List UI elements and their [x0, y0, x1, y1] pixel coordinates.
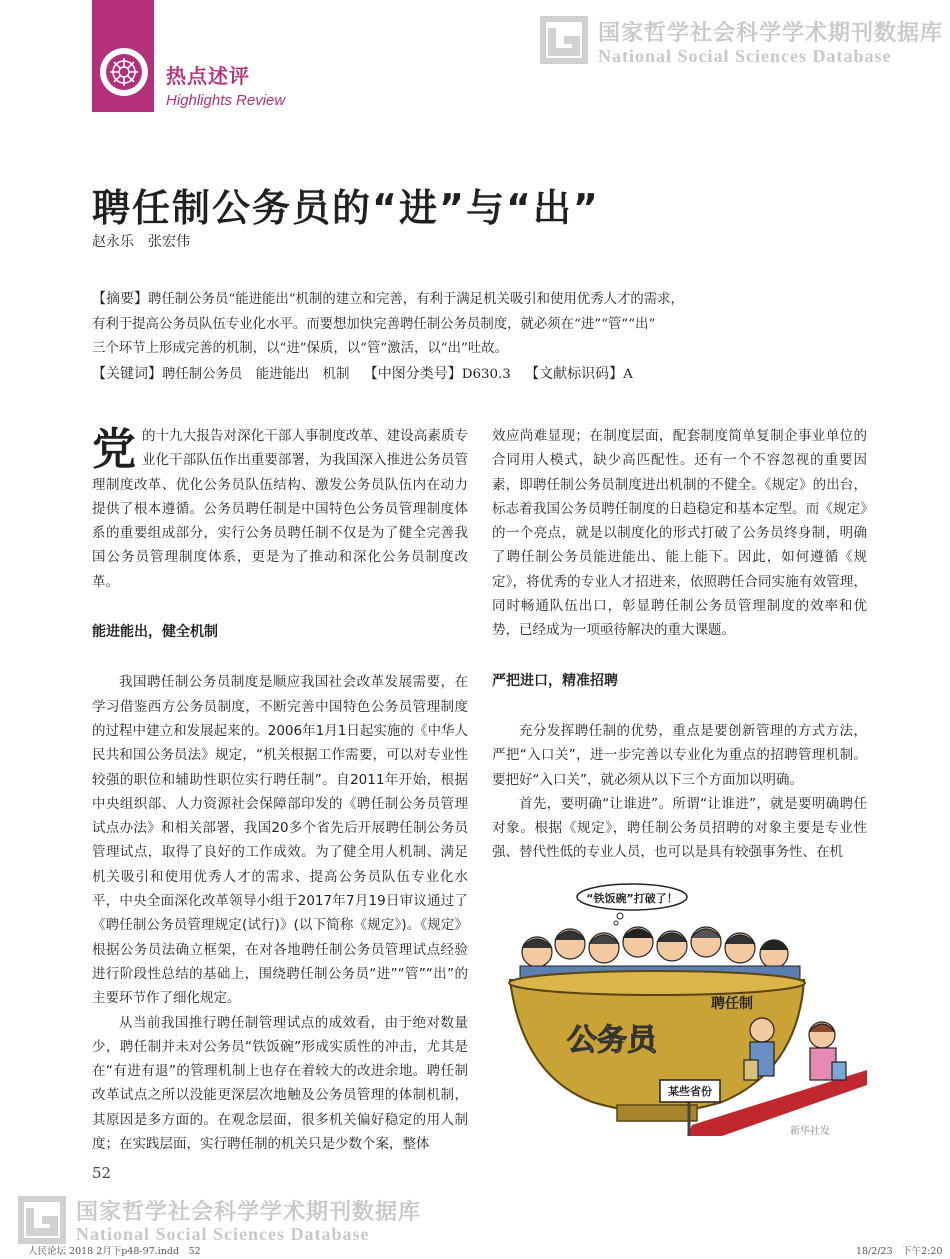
- class-number: D630.3: [461, 366, 511, 382]
- section-heading: 严把进口，精准招聘: [492, 672, 618, 689]
- paragraph: 效应尚难显现；在制度层面，配套制度简单复制企事业单位的合同用人模式，缺少高匹配性。还有一个不容忽视的重要因素，即聘任制公务员制度进出机制的不健全。《规定》的出台，标志着我国公务员聘任制度的日趋稳定和基本定型。而《规定》的一个亮点，就是以制度化的形式打破了公务员终身制，明确了聘任制公务员能进能出、能上能下。因此，如何遵循《规定》，将优秀的专业人才招进来，依照聘任合同实施有效管理，同时畅通队伍出口，彰显聘任制公务员管理制度的效率和优势，已经成为一项亟待解决的重大课题。: [492, 428, 867, 639]
- section-title-en: Highlights Review: [166, 92, 286, 109]
- print-footer-left: 人民论坛 2018 2月下p48-97.indd 52: [28, 1246, 201, 1257]
- print-footer-right: 18/2/23 下午2:20: [856, 1246, 943, 1257]
- article-authors: 赵永乐 张宏伟: [92, 234, 190, 250]
- database-logo-icon: [18, 1196, 66, 1244]
- paragraph: 首先，要明确“让谁进”。所谓“让谁进”，就是要明确聘任对象。根据《规定》，聘任制公务员招聘的对象主要是专业性强、替代性低的专业人员，也可以是具有较强事务性、在机: [492, 795, 867, 861]
- bowl-label: 公务员: [567, 1023, 657, 1058]
- section-heading: 能进能出，健全机制: [92, 624, 218, 641]
- keywords: 聘任制公务员 能进能出 机制: [162, 366, 350, 382]
- watermark-en: National Social Sciences Database: [598, 46, 892, 66]
- abstract-line: 三个环节上形成完善的机制，以“进”保质，以“管”激活，以“出”吐故。: [92, 341, 509, 356]
- doc-code: A: [623, 366, 633, 382]
- watermark-en: National Social Sciences Database: [76, 1224, 370, 1244]
- page-number: 52: [92, 1164, 112, 1182]
- watermark-cn: 国家哲学社会科学学术期刊数据库: [76, 1200, 422, 1225]
- cartoon-illustration: [492, 880, 867, 1136]
- database-logo-icon: [540, 16, 588, 64]
- image-credit: 新华社发: [790, 1126, 830, 1136]
- keywords-tag: 【关键词】: [92, 365, 162, 382]
- paragraph: 的十九大报告对深化干部人事制度改革、建设高素质专业化干部队伍作出重要部署，为我国深入推进公务员管理制度改革、优化公务员队伍结构、激发公务员队伍内在动力提供了根本遵循。公务员聘任制是中国特色公务员管理制度体系的重要组成部分，实行公务员聘任制不仅是为了健全完善我国公务员管理制度体系，更是为了推动和深化公务员制度改革。: [92, 428, 468, 590]
- sign-text: 某些省份: [668, 1085, 712, 1098]
- abstract-line: 有利于提高公务员队伍专业化水平。而要想加快完善聘任制公务员制度，就必须在“进”“管”“出”: [92, 316, 656, 332]
- speech-bubble-text: “铁饭碗”打破了！: [586, 892, 678, 905]
- doc-code-tag: 【文献标识码】: [525, 365, 624, 382]
- rim-label: 聘任制: [711, 996, 753, 1012]
- paragraph: 充分发挥聘任制的优势，重点是要创新管理的方式方法，严把“入口关”，进一步完善以专业化为重点的招聘管理机制。要把好“入口关”，就必须从以下三个方面加以明确。: [492, 722, 867, 788]
- section-emblem-icon: [100, 48, 148, 96]
- abstract-block: [92, 287, 852, 387]
- paragraph: 我国聘任制公务员制度是顺应我国社会改革发展需要，在学习借鉴西方公务员制度，不断完善中国特色公务员管理制度的过程中建立和发展起来的。2006年1月1日起实施的《中华人民共和国公务员法》规定，“机关根据工作需要，可以对专业性较强的职位和辅助性职位实行聘任制”。自2011年开始，根据中央组织部、人力资源社会保障部印发的《聘任制公务员管理试点办法》和相关部署，我国20多个省先后开展聘任制公务员管理试点，取得了良好的工作成效。为了健全用人机制、满足机关吸引和使用优秀人才的需求、提高公务员队伍专业化水平，中央全面深化改革领导小组于2017年7月19日审议通过了《聘任制公务员管理规定(试行)》(以下简称《规定》)。《规定》根据公务员法确立框架，在对各地聘任制公务员管理试点经验进行阶段性总结的基础上，围绕聘任制公务员“进”“管”“出”的主要环节作了细化规定。: [92, 674, 468, 1007]
- abstract-tag: 【摘要】: [92, 291, 148, 307]
- section-title: 热点述评: [166, 64, 250, 88]
- body-column-right: [492, 424, 867, 865]
- watermark-cn: 国家哲学社会科学学术期刊数据库: [598, 21, 944, 46]
- abstract-line: 聘任制公务员“能进能出”机制的建立和完善，有利于满足机关吸引和使用优秀人才的需求，: [148, 292, 684, 307]
- paragraph: 从当前我国推行聘任制管理试点的成效看，由于绝对数量少，聘任制并未对公务员“铁饭碗”形成实质性的冲击，尤其是在“有进有退”的管理机制上也存在着较大的改进余地。聘任制改革试点之所以没能更深层次地触及公务员管理的体制机制，其原因是多方面的。在观念层面，很多机关偏好稳定的用人制度；在实践层面，实行聘任制的机关只是少数个案，整体: [92, 1014, 468, 1153]
- drop-cap: 党: [92, 424, 136, 475]
- body-column-left: [92, 424, 468, 1156]
- class-tag: 【中图分类号】: [363, 365, 462, 382]
- article-title: 聘任制公务员的“进”与“出”: [92, 186, 600, 230]
